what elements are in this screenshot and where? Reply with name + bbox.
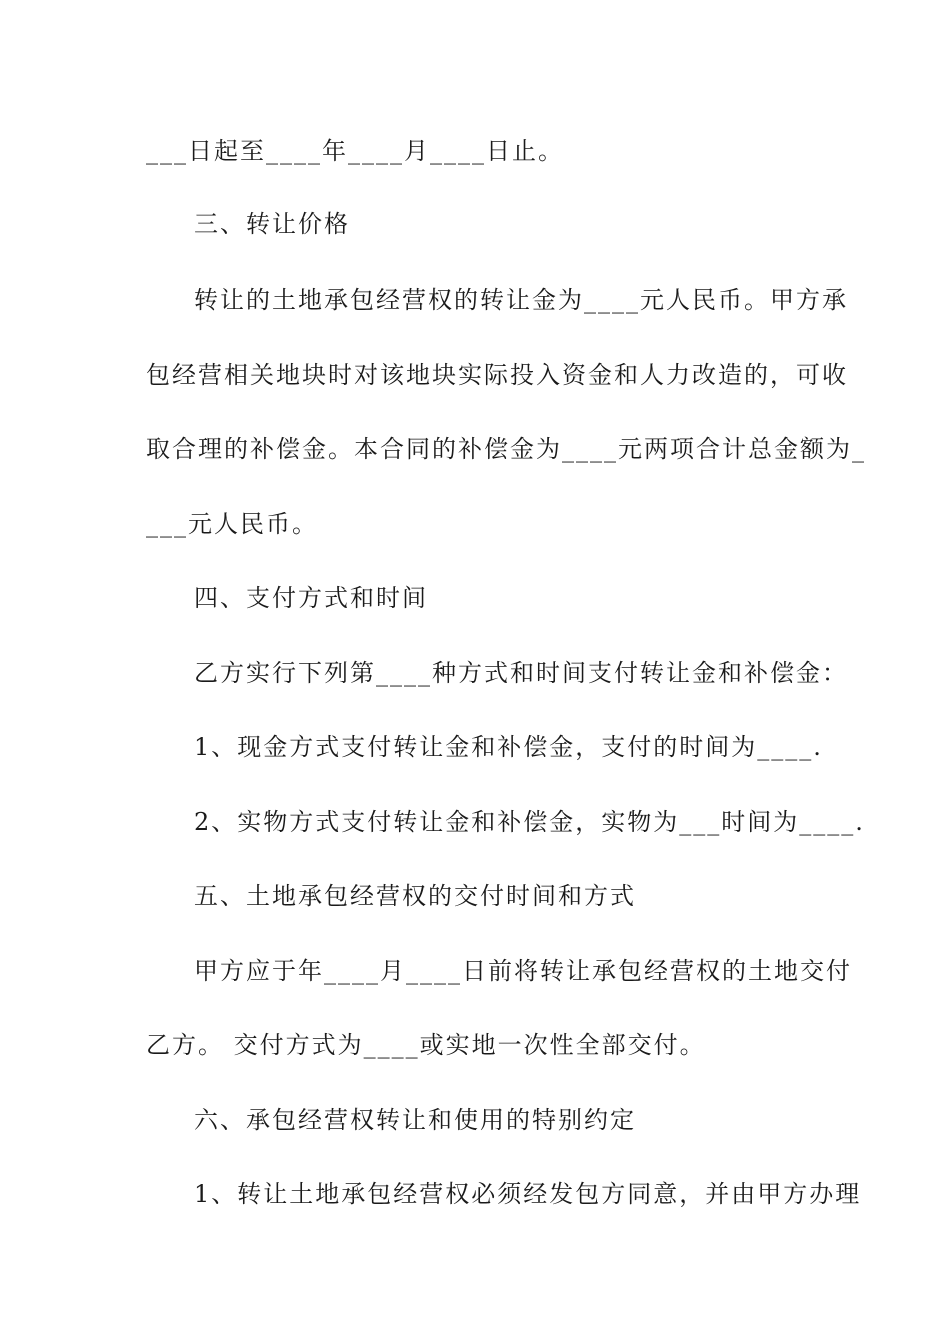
list-item-cash: 1、现金方式支付转让金和补偿金，支付的时间为____.: [194, 733, 823, 761]
section-heading-special-terms: 六、承包经营权转让和使用的特别约定: [194, 1106, 636, 1134]
clause-text-line: ___日起至____年____月____日止。: [146, 137, 564, 165]
section-heading-price: 三、转让价格: [194, 210, 350, 238]
section-heading-delivery: 五、土地承包经营权的交付时间和方式: [194, 882, 636, 910]
list-item-consent: 1、转让土地承包经营权必须经发包方同意，并由甲方办理: [194, 1180, 862, 1208]
paragraph-line: 包经营相关地块时对该地块实际投入资金和人力改造的，可收: [146, 361, 848, 389]
paragraph-line: 转让的土地承包经营权的转让金为____元人民币。甲方承: [194, 286, 848, 314]
paragraph-line: 取合理的补偿金。本合同的补偿金为____元两项合计总金额为_: [146, 435, 866, 463]
paragraph-line: ___元人民币。: [146, 510, 318, 538]
paragraph-line: 乙方。 交付方式为____或实地一次性全部交付。: [146, 1031, 706, 1059]
paragraph-line: 乙方实行下列第____种方式和时间支付转让金和补偿金：: [194, 659, 848, 687]
list-item-in-kind: 2、实物方式支付转让金和补偿金，实物为___时间为____.: [194, 808, 865, 836]
paragraph-line: 甲方应于年____月____日前将转让承包经营权的土地交付: [194, 957, 852, 985]
section-heading-payment: 四、支付方式和时间: [194, 584, 428, 612]
